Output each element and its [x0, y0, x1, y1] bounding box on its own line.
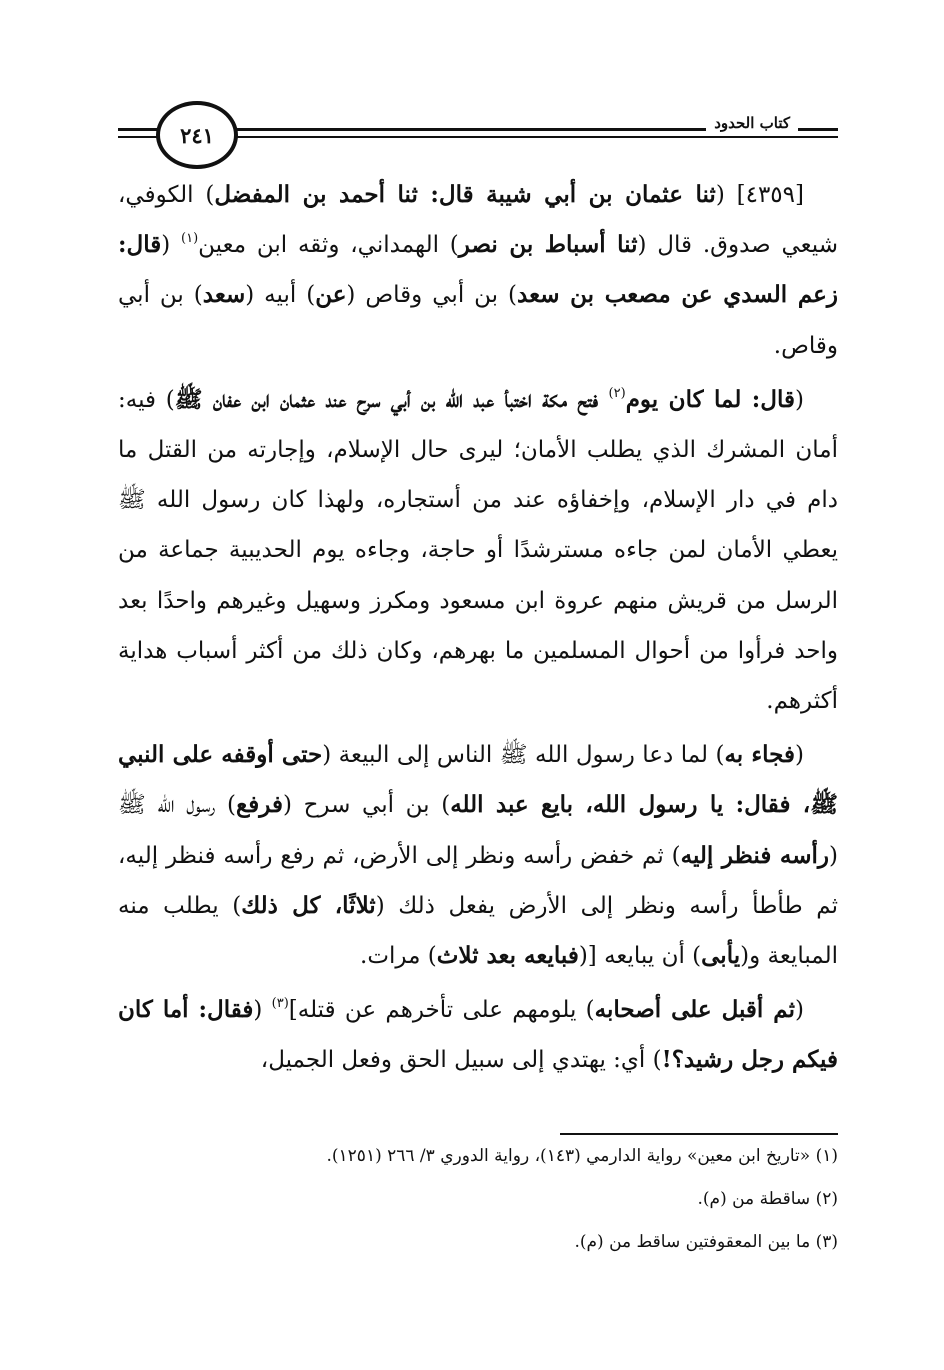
text-run: ) رسول الله ﷺ (	[118, 792, 838, 869]
paragraph	[118, 375, 838, 726]
page-header	[118, 98, 838, 168]
bold-run: عن	[315, 281, 347, 309]
text-run: ) مرات.	[360, 943, 437, 970]
text-run: (	[795, 386, 804, 413]
text-run: ) أبيه (	[245, 282, 316, 309]
bold-run: فجاء به	[724, 741, 796, 769]
page-number-badge	[156, 101, 238, 169]
bold-run: ثلاثًا، كل ذلك	[241, 891, 376, 919]
paragraph	[118, 730, 838, 981]
text-run: ) أي: يهتدي إلى سبيل الحق وفعل الجميل،	[260, 1047, 662, 1074]
text-run: ) بن أبي سرح (	[282, 792, 451, 819]
footnotes	[118, 1145, 838, 1274]
text-run: (	[795, 997, 804, 1024]
text-run: ) يلومهم على تأخرهم عن قتله]	[288, 997, 595, 1024]
paragraph	[118, 170, 838, 371]
text-run: ) يطلب منه المبايعة و(	[118, 892, 838, 970]
bold-run: فبايعه بعد ثلاث	[436, 942, 579, 970]
bold-run: يأبى	[701, 942, 741, 970]
text-run: ) فيه: أمان المشرك الذي يطلب الأمان؛ ليرى حال الإسلام، وإجارته من القتل ما دام في دار الإسلام، وإخفاؤه عند من أستجاره، ولهذا كان رسول الله ﷺ يعطي الأمان لمن جاءه مسترشدًا أو حاجة، وجاءه يوم الحديبية جماعة من الرسل من قريش منهم عروة ابن مسعود ومكرز وسهيل وغيرهم واحدًا بعد واحد فرأوا من أحوال المسلمين ما بهرهم، وكان ذلك من أكثر أسباب هداية أكثرهم.	[118, 386, 838, 715]
bold-run: حتى أوقفه على النبي ﷺ، فقال: يا رسول الله، بايع عبد الله	[118, 741, 838, 819]
bold-run: قال: زعم السدي عن مصعب بن سعد	[118, 231, 838, 309]
bold-run: فتح مكة اختبأ عبد الله بن أبي سرح عند عثمان ابن عفان ﷺ	[174, 385, 609, 413]
footnote-1: (١) «تاريخ ابن معين» رواية الدارمي (١٤٣)، رواية الدوري ٣/ ٢٦٦ (١٢٥١).	[326, 1146, 838, 1166]
footnote-ref: (١)	[181, 231, 199, 247]
text-run: (	[161, 232, 182, 259]
page-number: ٢٤١	[180, 122, 214, 148]
bold-run: سعد	[202, 281, 246, 309]
text-run: ) لما دعا رسول الله ﷺ الناس إلى البيعة (	[322, 742, 725, 769]
text-run: (	[795, 742, 805, 769]
main-text	[118, 170, 838, 1090]
footnote-2: (٢) ساقطة من (م).	[697, 1189, 838, 1209]
text-run: ) الهمداني، وثقه ابن معين	[198, 232, 459, 259]
text-run: ) أن يبايعه [(	[578, 943, 702, 970]
text-run: ) بن أبي وقاص.	[118, 282, 838, 359]
footnote-separator	[560, 1133, 838, 1135]
text-run: ) بن أبي وقاص (	[346, 282, 518, 309]
bold-run: ثم أقبل على أصحابه	[594, 996, 796, 1024]
text-run: [٤٣٥٩] (	[715, 182, 804, 208]
bold-run: فرفع	[236, 791, 283, 819]
footnote-3: (٣) ما بين المعقوفتين ساقط من (م).	[574, 1232, 838, 1252]
bold-run: قال: لما كان يوم	[625, 385, 796, 413]
bold-run: ثنا عثمان بن أبي شيبة قال: ثنا أحمد بن المفضل	[214, 181, 716, 208]
footnote-ref: (٣)	[271, 996, 289, 1012]
footnote-ref: (٢)	[608, 385, 626, 401]
paragraph	[118, 985, 838, 1085]
bold-run: ثنا أسباط بن نصر	[458, 231, 638, 259]
text-run: (	[253, 997, 272, 1024]
running-title: كتاب الحدود	[706, 114, 798, 132]
text-run: ) ثم خفض رأسه ونظر إلى الأرض، ثم رفع رأسه فنظر إليه، ثم طأطأ رأسه ونظر إلى الأرض يفعل ذلك (	[118, 842, 839, 919]
text-run: ) الكوفي، شيعي صدوق. قال (	[118, 182, 838, 259]
bold-run: فقال: أما كان فيكم رجل رشيد؟!	[118, 996, 838, 1074]
bold-run: رأسه فنظر إليه	[680, 841, 830, 869]
